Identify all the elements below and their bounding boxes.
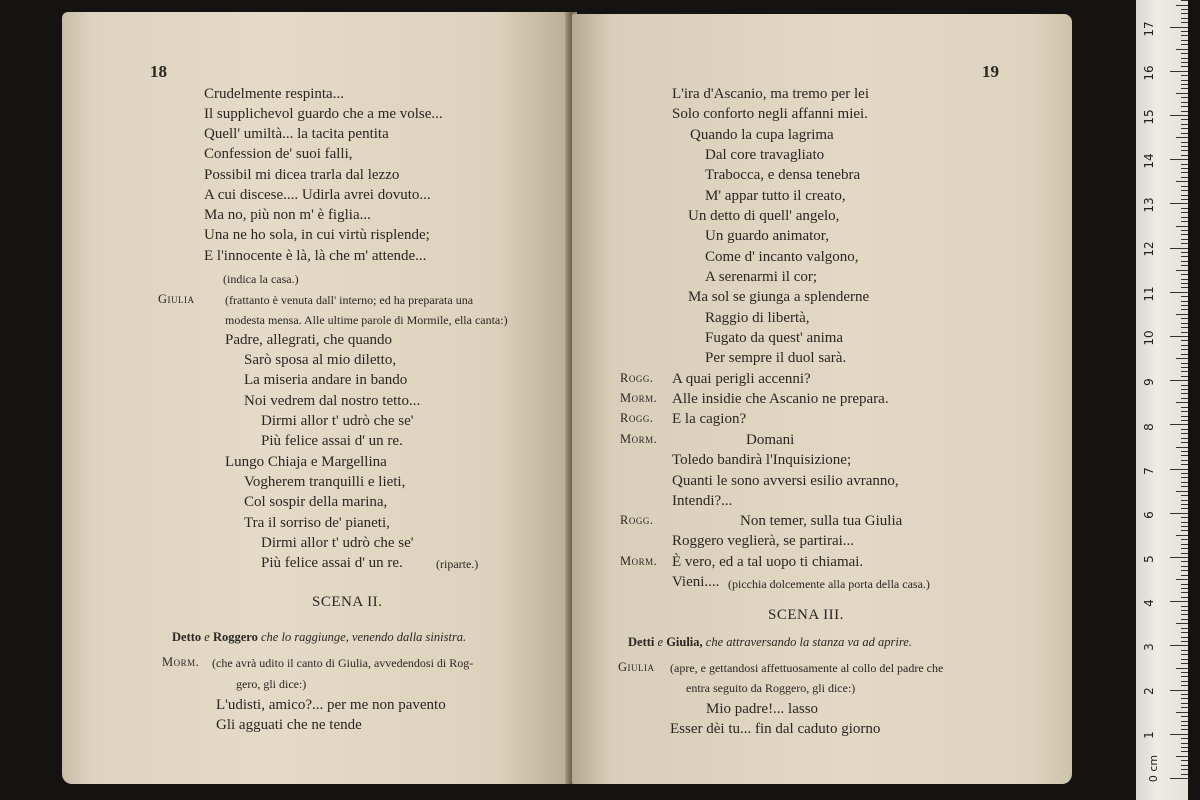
ruler-tick bbox=[1181, 296, 1188, 297]
stage-direction: entra seguito da Roggero, gli dice:) bbox=[686, 681, 856, 695]
ruler-tick bbox=[1181, 190, 1188, 191]
ruler-number: 11 bbox=[1142, 286, 1156, 302]
ruler-tick bbox=[1176, 447, 1188, 448]
ruler-tick bbox=[1181, 239, 1188, 240]
open-book bbox=[62, 12, 1074, 784]
ruler-tick bbox=[1181, 332, 1188, 333]
ruler-tick bbox=[1181, 305, 1188, 306]
verse-line: Come d' incanto valgono, bbox=[705, 249, 859, 265]
ruler-tick bbox=[1181, 243, 1188, 244]
stage-direction: modesta mensa. Alle ultime parole di Mormile, ella canta:) bbox=[225, 313, 508, 327]
ruler-tick bbox=[1181, 106, 1188, 107]
dialogue-line: Vieni.... bbox=[672, 574, 720, 590]
verse-line: Un detto di quell' angelo, bbox=[688, 208, 840, 224]
ruler-tick bbox=[1181, 676, 1188, 677]
ruler-tick bbox=[1181, 53, 1188, 54]
ruler-tick bbox=[1181, 367, 1188, 368]
verse-line: Per sempre il duol sarà. bbox=[705, 350, 847, 366]
ruler-tick bbox=[1181, 548, 1188, 549]
verse-line: Raggio di libertà, bbox=[705, 310, 810, 326]
ruler-tick bbox=[1181, 283, 1188, 284]
ruler-tick bbox=[1181, 526, 1188, 527]
ruler-tick bbox=[1181, 371, 1188, 372]
ruler-tick bbox=[1181, 495, 1188, 496]
ruler-tick bbox=[1170, 690, 1188, 691]
ruler-tick bbox=[1181, 438, 1188, 439]
ruler-tick bbox=[1176, 93, 1188, 94]
ruler-tick bbox=[1181, 575, 1188, 576]
ruler-tick bbox=[1181, 345, 1188, 346]
ruler-tick bbox=[1176, 535, 1188, 536]
speaker-label: Giulia bbox=[618, 660, 655, 674]
ruler-tick bbox=[1181, 177, 1188, 178]
ruler-tick bbox=[1181, 133, 1188, 134]
ruler-tick bbox=[1181, 172, 1188, 173]
song-line: Col sospir della marina, bbox=[244, 494, 388, 510]
ruler-tick bbox=[1181, 486, 1188, 487]
ruler-tick bbox=[1181, 760, 1188, 761]
ruler-tick bbox=[1170, 27, 1188, 28]
scene-heading: SCENA III. bbox=[768, 607, 844, 623]
ruler-tick bbox=[1176, 402, 1188, 403]
song-line: Noi vedrem dal nostro tetto... bbox=[244, 393, 421, 409]
ruler-number: 10 bbox=[1142, 330, 1156, 346]
verse-line: Possibil mi dicea trarla dal lezzo bbox=[204, 167, 400, 183]
ruler-tick bbox=[1181, 124, 1188, 125]
ruler-tick bbox=[1181, 62, 1188, 63]
ruler-tick bbox=[1181, 221, 1188, 222]
ruler-tick bbox=[1181, 58, 1188, 59]
speaker-label: Morm. bbox=[620, 554, 658, 568]
ruler-tick bbox=[1181, 729, 1188, 730]
ruler-tick bbox=[1176, 668, 1188, 669]
verse-line: Fugato da quest' anima bbox=[705, 330, 844, 346]
ruler-tick bbox=[1181, 168, 1188, 169]
stage-direction: (indica la casa.) bbox=[223, 272, 299, 286]
ruler-tick bbox=[1176, 181, 1188, 182]
ruler-tick bbox=[1181, 150, 1188, 151]
ruler-tick bbox=[1181, 128, 1188, 129]
speaker-label: Giulia bbox=[158, 292, 195, 306]
verse-line: Esser dèi tu... fin dal caduto giorno bbox=[670, 721, 881, 737]
verse-line: Un guardo animator, bbox=[705, 228, 829, 244]
ruler-tick bbox=[1181, 721, 1188, 722]
stage-direction: (che avrà udito il canto di Giulia, avvedendosi di Rog- bbox=[212, 656, 474, 670]
ruler-tick bbox=[1181, 411, 1188, 412]
ruler-tick bbox=[1181, 31, 1188, 32]
ruler-tick bbox=[1181, 142, 1188, 143]
stage-direction: (riparte.) bbox=[436, 557, 479, 571]
ruler-tick bbox=[1170, 203, 1188, 204]
ruler-tick bbox=[1181, 363, 1188, 364]
song-line: Padre, allegrati, che quando bbox=[225, 332, 393, 348]
verse-line: Solo conforto negli affanni miei. bbox=[672, 106, 868, 122]
ruler-number: 6 bbox=[1142, 511, 1156, 519]
verse-line: Una ne ho sola, in cui virtù risplende; bbox=[204, 227, 430, 243]
ruler-tick bbox=[1181, 309, 1188, 310]
ruler-tick bbox=[1181, 146, 1188, 147]
song-line: Dirmi allor t' udrò che se' bbox=[261, 535, 414, 551]
ruler-tick bbox=[1181, 429, 1188, 430]
ruler-number: 14 bbox=[1142, 153, 1156, 169]
ruler-tick bbox=[1181, 743, 1188, 744]
ruler-tick bbox=[1176, 314, 1188, 315]
ruler-tick bbox=[1170, 292, 1188, 293]
ruler-tick bbox=[1181, 606, 1188, 607]
character-name: Detti bbox=[628, 635, 655, 649]
ruler-tick bbox=[1181, 75, 1188, 76]
ruler-unit-label: 0 cm bbox=[1147, 754, 1161, 783]
ruler-tick bbox=[1181, 119, 1188, 120]
ruler-number: 2 bbox=[1142, 687, 1156, 695]
ruler-tick bbox=[1181, 0, 1188, 1]
ruler-tick bbox=[1181, 610, 1188, 611]
direction-text: che lo raggiunge, venendo dalla sinistra. bbox=[257, 630, 467, 644]
ruler-tick bbox=[1181, 539, 1188, 540]
ruler-tick bbox=[1181, 500, 1188, 501]
ruler-tick bbox=[1170, 778, 1188, 779]
ruler-tick bbox=[1181, 707, 1188, 708]
ruler-tick bbox=[1181, 442, 1188, 443]
ruler-tick bbox=[1176, 137, 1188, 138]
verse-line: Ma no, più non m' è figlia... bbox=[204, 207, 371, 223]
ruler-number: 13 bbox=[1142, 197, 1156, 213]
ruler-tick bbox=[1170, 469, 1188, 470]
ruler-tick bbox=[1170, 513, 1188, 514]
ruler-number: 1 bbox=[1142, 731, 1156, 739]
ruler-tick bbox=[1181, 261, 1188, 262]
dialogue-line: Non temer, sulla tua Giulia bbox=[740, 513, 903, 529]
ruler-tick bbox=[1181, 279, 1188, 280]
character-name: Detto bbox=[172, 630, 202, 644]
ruler-tick bbox=[1181, 703, 1188, 704]
ruler-tick bbox=[1176, 358, 1188, 359]
ruler-tick bbox=[1170, 557, 1188, 558]
ruler-tick bbox=[1170, 734, 1188, 735]
ruler-tick bbox=[1181, 517, 1188, 518]
ruler-tick bbox=[1181, 35, 1188, 36]
ruler-tick bbox=[1181, 751, 1188, 752]
ruler-tick bbox=[1181, 473, 1188, 474]
ruler-tick bbox=[1181, 460, 1188, 461]
song-line: Più felice assai d' un re. bbox=[261, 555, 403, 571]
ruler-tick bbox=[1181, 265, 1188, 266]
ruler-tick bbox=[1181, 230, 1188, 231]
page-number: 18 bbox=[150, 62, 167, 81]
left-page bbox=[62, 12, 570, 784]
stage-direction: gero, gli dice:) bbox=[236, 677, 307, 691]
ruler-number: 12 bbox=[1142, 241, 1156, 257]
ruler-tick bbox=[1181, 252, 1188, 253]
song-line: Più felice assai d' un re. bbox=[261, 433, 403, 449]
song-line: Lungo Chiaja e Margellina bbox=[225, 454, 387, 470]
ruler-tick bbox=[1170, 601, 1188, 602]
song-line: La miseria andare in bando bbox=[244, 372, 408, 388]
ruler-tick bbox=[1170, 424, 1188, 425]
ruler-tick bbox=[1181, 88, 1188, 89]
ruler-tick bbox=[1181, 155, 1188, 156]
dialogue-line: Intendi?... bbox=[672, 493, 733, 509]
ruler-tick bbox=[1176, 756, 1188, 757]
speaker-label: Rogg. bbox=[620, 371, 654, 385]
ruler-tick bbox=[1181, 464, 1188, 465]
ruler-tick bbox=[1181, 274, 1188, 275]
verse-line: Ma sol se giunga a splenderne bbox=[688, 289, 870, 305]
ruler-tick bbox=[1181, 765, 1188, 766]
speaker-label: Morm. bbox=[620, 391, 658, 405]
ruler-tick bbox=[1181, 416, 1188, 417]
ruler-tick bbox=[1181, 694, 1188, 695]
ruler-tick bbox=[1181, 685, 1188, 686]
ruler-tick bbox=[1181, 659, 1188, 660]
ruler-tick bbox=[1181, 340, 1188, 341]
ruler-tick bbox=[1181, 102, 1188, 103]
ruler-tick bbox=[1181, 407, 1188, 408]
ruler-tick bbox=[1181, 584, 1188, 585]
dialogue-line: Domani bbox=[746, 432, 795, 448]
ruler-tick bbox=[1181, 186, 1188, 187]
ruler-tick bbox=[1170, 645, 1188, 646]
scene-direction bbox=[628, 635, 912, 650]
ruler-tick bbox=[1181, 650, 1188, 651]
stage-direction: (apre, e gettandosi affettuosamente al collo del padre che bbox=[670, 661, 944, 675]
ruler-tick bbox=[1181, 84, 1188, 85]
ruler-tick bbox=[1181, 44, 1188, 45]
ruler-tick bbox=[1181, 641, 1188, 642]
ruler-tick bbox=[1181, 477, 1188, 478]
ruler-tick bbox=[1181, 433, 1188, 434]
ruler-tick bbox=[1181, 256, 1188, 257]
ruler-tick bbox=[1181, 393, 1188, 394]
ruler-tick bbox=[1176, 712, 1188, 713]
ruler-tick bbox=[1181, 13, 1188, 14]
ruler-tick bbox=[1181, 287, 1188, 288]
ruler-tick bbox=[1181, 698, 1188, 699]
ruler-tick bbox=[1181, 553, 1188, 554]
character-name: Giulia, bbox=[666, 635, 703, 649]
verse-line: M' appar tutto il creato, bbox=[705, 188, 846, 204]
ruler-tick bbox=[1181, 725, 1188, 726]
ruler-tick bbox=[1181, 672, 1188, 673]
ruler-tick bbox=[1181, 522, 1188, 523]
character-name: Roggero bbox=[212, 630, 258, 644]
ruler-tick bbox=[1181, 199, 1188, 200]
ruler-tick bbox=[1181, 588, 1188, 589]
ruler-tick bbox=[1170, 248, 1188, 249]
ruler-tick bbox=[1181, 508, 1188, 509]
ruler-tick bbox=[1181, 80, 1188, 81]
ruler-number: 8 bbox=[1142, 423, 1156, 431]
ruler-tick bbox=[1181, 208, 1188, 209]
ruler-tick bbox=[1181, 18, 1188, 19]
verse-line: Trabocca, e densa tenebra bbox=[705, 167, 861, 183]
ruler-tick bbox=[1170, 336, 1188, 337]
verse-line: Crudelmente respinta... bbox=[204, 86, 344, 102]
scene-heading: SCENA II. bbox=[312, 594, 383, 610]
ruler-tick bbox=[1181, 561, 1188, 562]
ruler-tick bbox=[1181, 738, 1188, 739]
ruler-tick bbox=[1181, 22, 1188, 23]
ruler-tick bbox=[1181, 663, 1188, 664]
dialogue-line: Quanti le sono avversi esilio avranno, bbox=[672, 473, 899, 489]
verse-line: Quando la cupa lagrima bbox=[690, 127, 834, 143]
ruler-tick bbox=[1170, 380, 1188, 381]
verse-line: Mio padre!... lasso bbox=[706, 701, 819, 717]
page-number: 19 bbox=[982, 62, 999, 81]
ruler-tick bbox=[1181, 654, 1188, 655]
stage-direction: (picchia dolcemente alla porta della casa.) bbox=[728, 577, 930, 591]
dialogue-line: Roggero veglierà, se partirai... bbox=[672, 533, 855, 549]
ruler-tick bbox=[1181, 301, 1188, 302]
dialogue-line: Alle insidie che Ascanio ne prepara. bbox=[672, 391, 889, 407]
ruler-number: 5 bbox=[1142, 555, 1156, 563]
measuring-ruler bbox=[1136, 0, 1188, 800]
ruler-tick bbox=[1181, 97, 1188, 98]
song-line: Vogherem tranquilli e lieti, bbox=[244, 474, 406, 490]
ruler-number: 4 bbox=[1142, 599, 1156, 607]
verse-line: L'udisti, amico?... per me non pavento bbox=[216, 697, 446, 713]
verse-line: L'ira d'Ascanio, ma tremo per lei bbox=[672, 86, 869, 102]
ruler-tick bbox=[1181, 592, 1188, 593]
verse-line: Quell' umiltà... la tacita pentita bbox=[204, 126, 389, 142]
ruler-tick bbox=[1181, 327, 1188, 328]
ruler-tick bbox=[1181, 455, 1188, 456]
ruler-tick bbox=[1181, 451, 1188, 452]
speaker-label: Morm. bbox=[162, 655, 200, 669]
stage-direction: (frattanto è venuta dall' interno; ed ha preparata una bbox=[225, 293, 474, 307]
ruler-tick bbox=[1181, 111, 1188, 112]
ruler-tick bbox=[1181, 9, 1188, 10]
song-line: Sarò sposa al mio diletto, bbox=[244, 352, 397, 368]
ruler-number: 16 bbox=[1142, 65, 1156, 81]
verse-line: E l'innocente è là, là che m' attende... bbox=[204, 248, 427, 264]
ruler-tick bbox=[1176, 49, 1188, 50]
ruler-number: 7 bbox=[1142, 467, 1156, 475]
song-line: Dirmi allor t' udrò che se' bbox=[261, 413, 414, 429]
ruler-tick bbox=[1176, 226, 1188, 227]
dialogue-line: Toledo bandirà l'Inquisizione; bbox=[672, 452, 852, 468]
ruler-tick bbox=[1181, 385, 1188, 386]
dialogue-line: È vero, ed a tal uopo ti chiamai. bbox=[672, 554, 864, 570]
ruler-tick bbox=[1170, 159, 1188, 160]
scene-direction bbox=[172, 630, 466, 645]
speaker-label: Rogg. bbox=[620, 513, 654, 527]
verse-line: A cui discese.... Udirla avrei dovuto... bbox=[204, 187, 431, 203]
ruler-tick bbox=[1181, 195, 1188, 196]
ruler-number: 17 bbox=[1142, 21, 1156, 37]
verse-line: Gli agguati che ne tende bbox=[216, 717, 362, 733]
ruler-tick bbox=[1181, 234, 1188, 235]
direction-text: che attraversando la stanza va ad aprire. bbox=[702, 635, 912, 649]
verse-line: Il supplichevol guardo che a me volse... bbox=[204, 106, 443, 122]
ruler-tick bbox=[1181, 681, 1188, 682]
ruler-tick bbox=[1170, 71, 1188, 72]
ruler-tick bbox=[1181, 570, 1188, 571]
dialogue-line: A quai perigli accenni? bbox=[672, 371, 811, 387]
speaker-label: Morm. bbox=[620, 432, 658, 446]
ruler-tick bbox=[1181, 619, 1188, 620]
verse-line: Confession de' suoi falli, bbox=[204, 146, 353, 162]
ruler-tick bbox=[1176, 270, 1188, 271]
ruler-tick bbox=[1181, 566, 1188, 567]
ruler-tick bbox=[1181, 349, 1188, 350]
ruler-tick bbox=[1176, 491, 1188, 492]
right-page bbox=[572, 14, 1072, 784]
ruler-tick bbox=[1181, 597, 1188, 598]
ruler-tick bbox=[1181, 637, 1188, 638]
ruler-tick bbox=[1181, 376, 1188, 377]
conjunction: e bbox=[654, 635, 667, 649]
ruler-tick bbox=[1181, 716, 1188, 717]
ruler-number: 15 bbox=[1142, 109, 1156, 125]
ruler-tick bbox=[1181, 354, 1188, 355]
ruler-tick bbox=[1181, 769, 1188, 770]
verse-line: A serenarmi il cor; bbox=[705, 269, 818, 285]
conjunction: e bbox=[201, 630, 213, 644]
ruler-tick bbox=[1181, 66, 1188, 67]
ruler-tick bbox=[1181, 217, 1188, 218]
ruler-tick bbox=[1181, 482, 1188, 483]
ruler-tick bbox=[1181, 420, 1188, 421]
ruler-tick bbox=[1176, 579, 1188, 580]
ruler-tick bbox=[1181, 323, 1188, 324]
ruler-tick bbox=[1181, 628, 1188, 629]
speaker-label: Rogg. bbox=[620, 411, 654, 425]
ruler-tick bbox=[1181, 40, 1188, 41]
ruler-tick bbox=[1181, 614, 1188, 615]
ruler-number: 9 bbox=[1142, 378, 1156, 386]
ruler-tick bbox=[1181, 747, 1188, 748]
ruler-tick bbox=[1176, 623, 1188, 624]
ruler-tick bbox=[1181, 632, 1188, 633]
ruler-tick bbox=[1181, 212, 1188, 213]
ruler-tick bbox=[1181, 164, 1188, 165]
dialogue-line: E la cagion? bbox=[672, 411, 747, 427]
ruler-tick bbox=[1181, 774, 1188, 775]
ruler-tick bbox=[1181, 318, 1188, 319]
ruler-tick bbox=[1181, 530, 1188, 531]
ruler-tick bbox=[1170, 115, 1188, 116]
ruler-number: 3 bbox=[1142, 643, 1156, 651]
ruler-tick bbox=[1181, 389, 1188, 390]
verse-line: Dal core travagliato bbox=[705, 147, 825, 163]
ruler-tick bbox=[1181, 398, 1188, 399]
ruler-tick bbox=[1181, 504, 1188, 505]
song-line: Tra il sorriso de' pianeti, bbox=[244, 515, 390, 531]
ruler-tick bbox=[1181, 544, 1188, 545]
ruler-tick bbox=[1176, 5, 1188, 6]
